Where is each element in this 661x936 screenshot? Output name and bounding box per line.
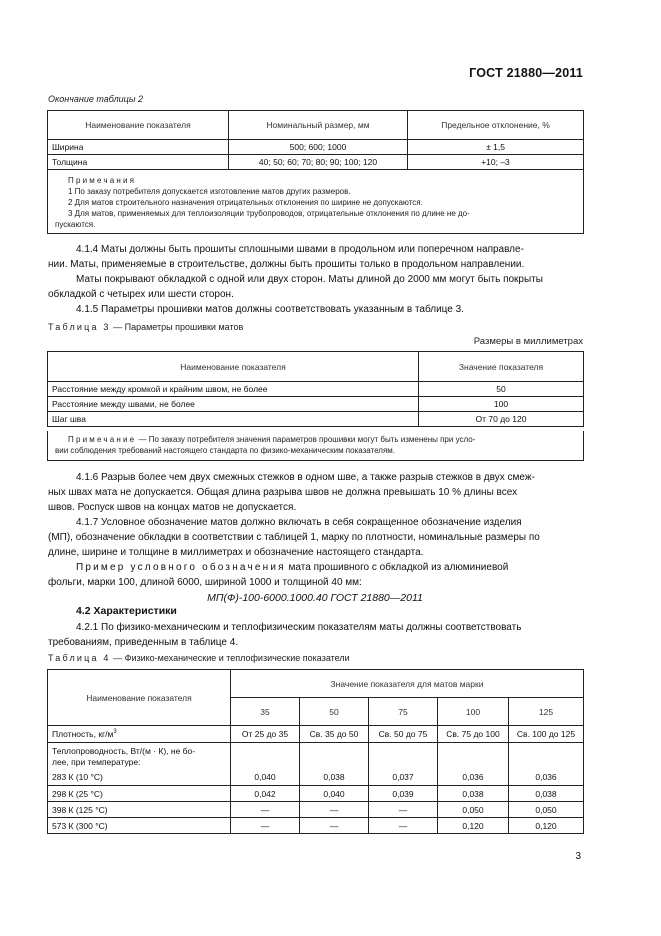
table-row	[48, 786, 584, 802]
table-cell: Расстояние между кромкой и крайним швом, не более	[48, 382, 419, 397]
table-cell: 0,050	[509, 802, 584, 818]
table-cell	[509, 743, 584, 770]
table2	[47, 110, 584, 170]
table3-caption	[48, 322, 243, 332]
table3-header: Значение показателя	[419, 352, 584, 382]
example-label: Пример условного обозначения	[76, 562, 286, 573]
table4-header-group: Значение показателя для матов марки	[231, 670, 584, 698]
table4-caption	[48, 653, 350, 663]
text-line: требованиям, приведенным в таблице 4.	[48, 637, 239, 648]
caption-label: Таблица 3	[48, 322, 111, 332]
text-line: длине, ширине и толщине в миллиметрах и обозначение настоящего стандарта.	[48, 547, 424, 558]
table-cell: —	[369, 802, 438, 818]
table-cell: 0,039	[369, 786, 438, 802]
text-line: 4.2.1 По физико-механическим и теплофизическим показателям маты должны соответствовать	[76, 622, 522, 633]
table-cell: —	[300, 818, 369, 834]
text-line: 4.1.4 Маты должны быть прошиты сплошными швами в продольном или поперечном направле-	[76, 244, 524, 255]
section-title: 4.2 Характеристики	[76, 605, 177, 617]
table3-note	[47, 431, 584, 461]
table3	[47, 351, 584, 427]
table-cell: 50	[419, 382, 584, 397]
text-line: 4.1.7 Условное обозначение матов должно включать в себя сокращенное обозначение изделия	[76, 517, 522, 528]
text-line: (МП), обозначение обкладки в соответствии с таблицей 1, марку по плотности, номинальные размеры по	[48, 532, 540, 543]
table-cell: 0,038	[300, 770, 369, 786]
table-row	[48, 802, 584, 818]
caption-text: — Параметры прошивки матов	[110, 322, 244, 332]
table-row	[48, 140, 584, 155]
text-line: нии. Маты, применяемые в строительстве, должны быть прошиты только в продольном направлении.	[48, 259, 525, 270]
page-number: 3	[575, 851, 581, 862]
table-row	[48, 397, 584, 412]
table-cell: Шаг шва	[48, 412, 419, 427]
table-row	[48, 412, 584, 427]
table-row	[48, 155, 584, 170]
table-cell: 398 К (125 °С)	[48, 802, 231, 818]
text-line: Теплопроводность, Вт/(м · К), не бо-	[52, 746, 196, 756]
note-line: 1 По заказу потребителя допускается изготовление матов других размеров.	[68, 187, 351, 196]
text-line: лее, при температуре:	[52, 757, 141, 767]
text-line: 4.1.6 Разрыв более чем двух смежных стежков в одном шве, а также разрыв стежков в двух смеж-	[76, 472, 535, 483]
table4	[47, 669, 584, 834]
note-label: Примечание	[68, 435, 137, 444]
table-cell: 283 К (10 °С)	[48, 770, 231, 786]
example-designation: МП(Ф)-100-6000.1000.40 ГОСТ 21880—2011	[207, 592, 423, 604]
table-cell: Св. 75 до 100	[438, 726, 509, 743]
table-row	[48, 726, 584, 743]
note-line: вии соблюдения требований настоящего стандарта по физико-механическим показателям.	[55, 446, 396, 455]
table-cell: —	[300, 802, 369, 818]
table2-notes	[47, 170, 584, 234]
mark-header: 125	[509, 698, 584, 726]
table-cell: 0,038	[438, 786, 509, 802]
table2-header: Номинальный размер, мм	[229, 111, 408, 140]
table-cell: 0,120	[509, 818, 584, 834]
table3-units: Размеры в миллиметрах	[473, 336, 583, 347]
table-cell: —	[231, 818, 300, 834]
table-cell: 0,042	[231, 786, 300, 802]
mark-header: 50	[300, 698, 369, 726]
note-line: пускаются.	[55, 220, 96, 229]
superscript: 3	[113, 729, 117, 736]
table-cell: 0,036	[509, 770, 584, 786]
table-cell: Толщина	[48, 155, 229, 170]
table-cell	[48, 726, 231, 743]
table-cell: 0,036	[438, 770, 509, 786]
table-cell	[369, 743, 438, 770]
table-cell: ± 1,5	[408, 140, 584, 155]
text-line: Маты покрывают обкладкой с одной или двух сторон. Маты длиной до 2000 мм могут быть покрыты	[76, 274, 543, 285]
table-row	[48, 818, 584, 834]
table-row	[48, 382, 584, 397]
table-cell: Ширина	[48, 140, 229, 155]
table-cell: От 25 до 35	[231, 726, 300, 743]
table-cell: 0,120	[438, 818, 509, 834]
paragraph-421	[48, 620, 582, 650]
table3-header: Наименование показателя	[48, 352, 419, 382]
mark-header: 35	[231, 698, 300, 726]
notes-title: Примечания	[68, 176, 137, 185]
table-row	[48, 770, 584, 786]
table-row	[48, 743, 584, 770]
table-cell: 0,040	[300, 786, 369, 802]
table-cell: 500; 600; 1000	[229, 140, 408, 155]
text-line: ных швах мата не допускается. Общая длина разрыва швов не должна превышать 10 % длины всех	[48, 487, 518, 498]
caption-text: — Физико-механические и теплофизические показатели	[110, 653, 350, 663]
table-cell: От 70 до 120	[419, 412, 584, 427]
text-line: 4.1.5 Параметры прошивки матов должны соответствовать указанным в таблице 3.	[76, 304, 464, 315]
table-cell	[48, 743, 231, 770]
table-cell: 100	[419, 397, 584, 412]
table-cell	[300, 743, 369, 770]
table-cell	[231, 743, 300, 770]
table-cell: 0,040	[231, 770, 300, 786]
table-cell: 298 К (25 °С)	[48, 786, 231, 802]
note-line: — По заказу потребителя значения параметров прошивки могут быть изменены при усло-	[136, 435, 476, 444]
example-block	[48, 560, 582, 606]
table-cell: Св. 100 до 125	[509, 726, 584, 743]
table-cell: 0,037	[369, 770, 438, 786]
table2-header: Предельное отклонение, %	[408, 111, 584, 140]
mark-header: 75	[369, 698, 438, 726]
text-line: швов. Роспуск швов на концах матов не допускается.	[48, 502, 297, 513]
table-cell: 40; 50; 60; 70; 80; 90; 100; 120	[229, 155, 408, 170]
density-label: Плотность, кг/м	[52, 729, 114, 739]
table4-header: Наименование показателя	[48, 670, 231, 726]
table-cell: 0,050	[438, 802, 509, 818]
standard-header: ГОСТ 21880—2011	[469, 66, 583, 80]
paragraph-414	[48, 242, 582, 317]
table2-caption: Окончание таблицы 2	[48, 94, 143, 104]
table-cell: 573 К (300 °С)	[48, 818, 231, 834]
text-line: фольги, марки 100, длиной 6000, шириной 1000 и толщиной 40 мм:	[48, 577, 362, 588]
paragraph-416	[48, 470, 582, 560]
note-line: 2 Для матов строительного назначения отрицательных отклонения по ширине не допускаются.	[68, 198, 423, 207]
mark-header: 100	[438, 698, 509, 726]
note-line: 3 Для матов, применяемых для теплоизоляции трубопроводов, отрицательные отклонения по длине не до-	[68, 209, 470, 218]
table-cell: —	[231, 802, 300, 818]
table-cell: Расстояние между швами, не более	[48, 397, 419, 412]
table2-header: Наименование показателя	[48, 111, 229, 140]
table-cell: Св. 35 до 50	[300, 726, 369, 743]
table-cell: 0,038	[509, 786, 584, 802]
table-cell: Св. 50 до 75	[369, 726, 438, 743]
table-cell	[438, 743, 509, 770]
text-line: мата прошивного с обкладкой из алюминиевой	[285, 562, 509, 573]
table-cell: +10; –3	[408, 155, 584, 170]
table-cell: —	[369, 818, 438, 834]
text-line: обкладкой с четырех или шести сторон.	[48, 289, 234, 300]
caption-label: Таблица 4	[48, 653, 111, 663]
